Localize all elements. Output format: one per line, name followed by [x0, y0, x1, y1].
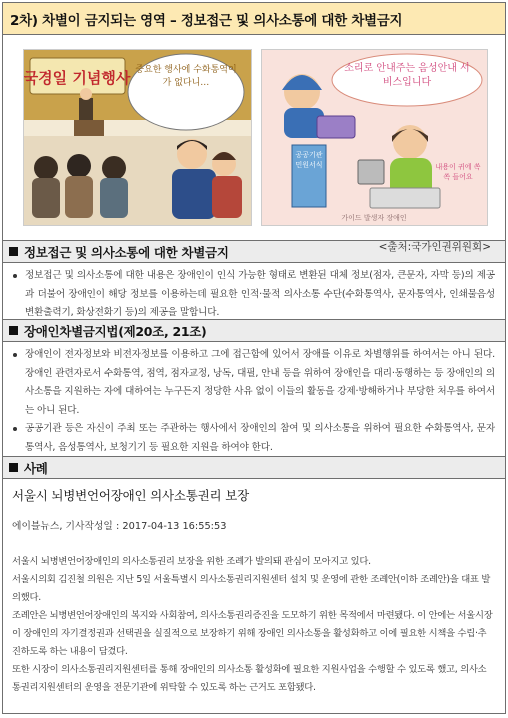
- ceremony-speech-bubble: 중요한 행사에 수화통역이가 없다니…: [135, 65, 237, 88]
- section-heading-label: 장애인차별금지법(제20조, 21조): [24, 323, 207, 339]
- illustration-ceremony: [23, 49, 252, 226]
- case-content: [3, 479, 505, 697]
- case-paragraph: 또한 시장이 의사소통권리지원센터를 통해 장애인의 의사소통 활성화에 필요한 지원사업을 수행할 수 있도록 했고, 의사소통권리지원센터의 운영을 전문기관에 위탁할 수 있도록 하는 근거도 포함됐다.: [12, 664, 487, 693]
- bullet-text: 공공기관 등은 자신이 주최 또는 주관하는 행사에서 장애인의 참여 및 의사소통을 위하여 필요한 수화통역사, 문자통역사, 음성통역사, 보청기기 등 필요한 지원을 하여야 한다.: [25, 423, 495, 453]
- illustration-voice-service: [261, 49, 488, 226]
- document-title: 2차) 차별이 금지되는 영역 – 정보접근 및 의사소통에 대한 차별금지: [10, 12, 403, 29]
- voice-service-bottom-text: 가이드 발생자 장애인: [341, 214, 407, 222]
- stage-banner-text: 국경일 기념행사: [24, 69, 131, 87]
- heading-square-icon: [9, 326, 18, 335]
- bullet-dot-icon: [13, 427, 17, 431]
- title-bar: [3, 3, 505, 35]
- bullet-item: [11, 346, 495, 420]
- heading-square-icon: [9, 463, 18, 472]
- case-paragraph: 서울시 뇌병변언어장애인의 의사소통권리 보장을 위한 조례가 발의돼 관심이 모아지고 있다.: [12, 556, 371, 567]
- bullet-dot-icon: [13, 274, 17, 278]
- section-heading-label: 정보접근 및 의사소통에 대한 차별금지: [24, 244, 229, 260]
- voice-service-cartoon-image: [262, 50, 487, 225]
- bullet-dot-icon: [13, 353, 17, 357]
- bullet-item: [11, 420, 495, 457]
- case-article-title: 서울시 뇌병변언어장애인 의사소통권리 보장: [12, 488, 249, 503]
- case-paragraph: 조례안은 뇌병변언어장애인의 복지와 사회참여, 의사소통권리증진을 도모하기 위한 목적에서 마련됐다. 이 안에는 서울시장이 장애인의 자기결정권과 선택권을 실질적으로 보장하기 위해 장애인 의사소통을 활성화하고 이에 필요한 시책을 수립·추진하도록 하는 내용이 담겼다.: [12, 610, 493, 657]
- voice-service-speech-bubble: 소리로 안내주는 음성안내 서비스입니다: [344, 63, 470, 88]
- case-article-body: [3, 532, 505, 697]
- case-article-meta: 에이블뉴스, 기사작성일 : 2017-04-13 16:55:53: [12, 521, 227, 532]
- section-body-info-access: [3, 263, 505, 319]
- heading-square-icon: [9, 247, 18, 256]
- voice-service-side-note: 내용이 귀에 쏙쏙 들어요: [435, 163, 481, 181]
- bullet-text: 정보접근 및 의사소통에 대한 내용은 장애인이 인식 가능한 형태로 변환된 대체 정보(점자, 큰문자, 자막 등)의 제공과 더불어 장애인이 해당 정보를 이용하는데 필요한 인적·물적 의사소통 수단(수화통역사, 문자통역사, 인쇄물음성변환출력기, 화상전화기 등)의 제공을 말합니다.: [25, 270, 496, 318]
- bullet-text: 장애인이 전자정보와 비전자정보를 이용하고 그에 접근함에 있어서 장애를 이유로 차별행위를 하여서는 아니 된다. 장애인 관련자로서 수화통역, 점역, 점자교정, 낭독, 대필, 안내 등을 위하여 장애인을 대리·동행하는 등 장애인의 의사소통을 지원하는 자에 대하여는 누구든지 정당한 사유 없이 이들의 활동을 강제·방해하거나 부당한 처우를 하여서는 아니 된다.: [25, 349, 495, 416]
- image-source-caption: <출처:국가인권위원회>: [378, 241, 491, 253]
- bullet-item: [11, 267, 495, 323]
- book-label-text: 공공기관 민원서식: [295, 151, 323, 169]
- document-page: [2, 2, 506, 714]
- section-body-law: [3, 342, 505, 456]
- section-heading-label: 사례: [24, 460, 48, 476]
- section-heading-case: [3, 456, 505, 479]
- case-paragraph: 서울시의회 김진철 의원은 지난 5일 서울특별시 의사소통권리지원센터 설치 및 운영에 관한 조례안(이하 조례안)을 대표 발의했다.: [12, 574, 491, 603]
- ceremony-cartoon-image: [24, 50, 251, 225]
